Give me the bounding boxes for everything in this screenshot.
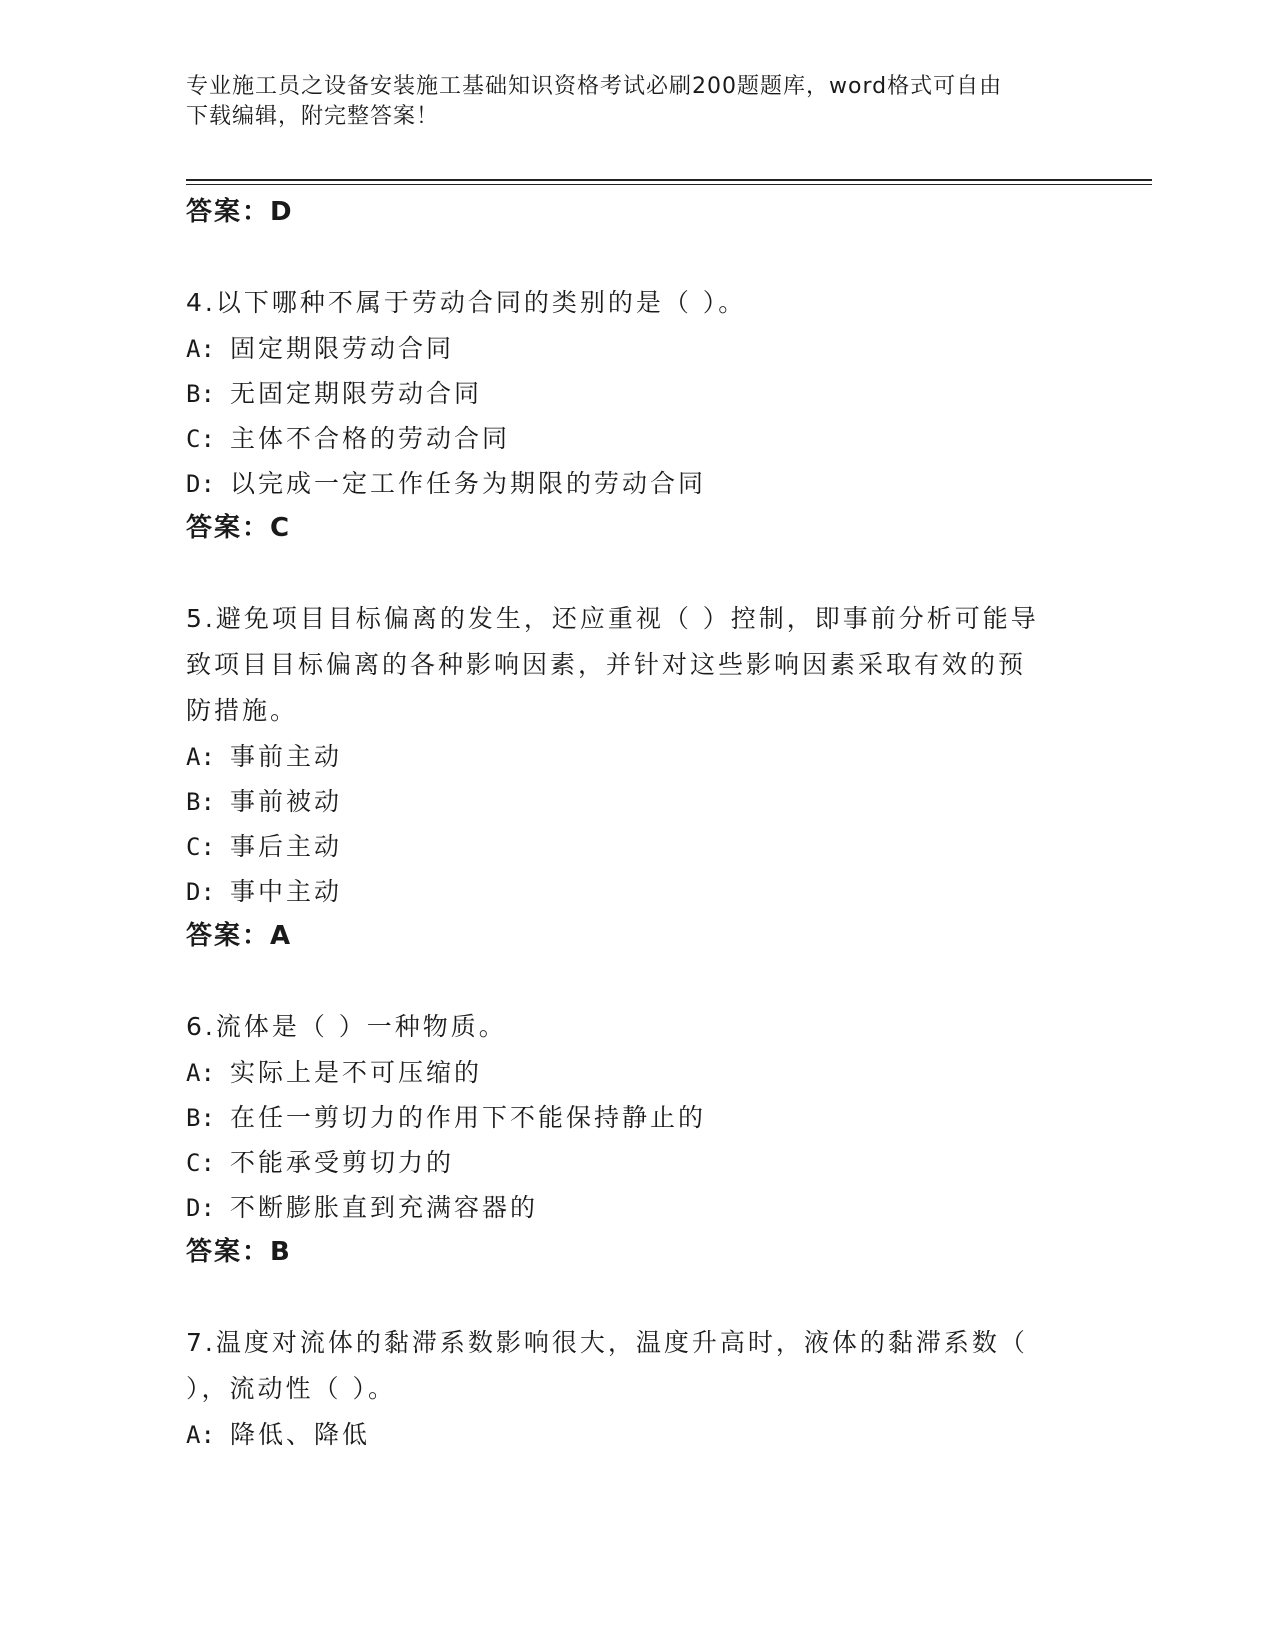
header-rule-thin	[186, 184, 1152, 185]
option-item	[186, 416, 1086, 461]
option-text: 以完成一定工作任务为期限的劳动合同	[230, 469, 707, 498]
option-text: 在任一剪切力的作用下不能保持静止的	[230, 1103, 707, 1132]
question-text: 致项目目标偏离的各种影响因素，并针对这些影响因素采取有效的预	[186, 650, 1027, 679]
option-letter: D:	[186, 470, 215, 498]
option-item	[186, 1185, 1086, 1230]
option-letter: C:	[186, 425, 215, 453]
option-item	[186, 1412, 1086, 1457]
question-text: 6.流体是（ ）一种物质。	[186, 1012, 507, 1041]
option-text: 事前被动	[230, 787, 343, 816]
option-text: 事后主动	[230, 832, 343, 861]
option-letter: A:	[186, 335, 215, 363]
option-letter: C:	[186, 833, 215, 861]
answer-line: 答案：B	[186, 1237, 292, 1267]
option-item	[186, 1140, 1086, 1185]
option-letter: A:	[186, 1421, 215, 1449]
question-text: 防措施。	[186, 696, 299, 725]
option-text: 无固定期限劳动合同	[230, 379, 483, 408]
question-text: 5.避免项目目标偏离的发生，还应重视（ ）控制，即事前分析可能导	[186, 604, 1039, 633]
option-text: 事前主动	[230, 742, 343, 771]
option-item	[186, 734, 1086, 779]
header-rule-thick	[186, 179, 1152, 181]
answer-line: 答案：C	[186, 513, 292, 543]
option-text: 固定期限劳动合同	[230, 334, 455, 363]
question-text: 7.温度对流体的黏滞系数影响很大，温度升高时，液体的黏滞系数（	[186, 1328, 1028, 1357]
question-text: ），流动性（ ）。	[186, 1374, 396, 1403]
option-letter: B:	[186, 788, 215, 816]
question-item	[186, 1004, 1086, 1274]
option-text: 不能承受剪切力的	[230, 1148, 455, 1177]
option-item	[186, 1050, 1086, 1095]
option-letter: D:	[186, 878, 215, 906]
question-list	[186, 190, 1086, 1457]
option-letter: B:	[186, 380, 215, 408]
question-item	[186, 596, 1086, 958]
option-letter: A:	[186, 1059, 215, 1087]
question-item	[186, 280, 1086, 550]
option-item	[186, 371, 1086, 416]
option-item	[186, 1095, 1086, 1140]
option-item	[186, 326, 1086, 371]
option-text: 实际上是不可压缩的	[230, 1058, 483, 1087]
header-line-1: 专业施工员之设备安装施工基础知识资格考试必刷200题题库，word格式可自由	[186, 74, 1003, 99]
option-letter: A:	[186, 743, 215, 771]
option-text: 降低、降低	[230, 1420, 371, 1449]
option-text: 事中主动	[230, 877, 343, 906]
answer-line: 答案：D	[186, 197, 294, 227]
document-header	[186, 72, 1086, 132]
question-item	[186, 1320, 1086, 1457]
header-line-2: 下载编辑，附完整答案！	[186, 104, 440, 129]
option-text: 主体不合格的劳动合同	[230, 424, 511, 453]
option-item	[186, 824, 1086, 869]
answer-line: 答案：A	[186, 921, 293, 951]
option-item	[186, 461, 1086, 506]
option-letter: B:	[186, 1104, 215, 1132]
option-item	[186, 869, 1086, 914]
option-letter: D:	[186, 1194, 215, 1222]
option-letter: C:	[186, 1149, 215, 1177]
option-item	[186, 779, 1086, 824]
question-text: 4.以下哪种不属于劳动合同的类别的是（ ）。	[186, 288, 747, 317]
option-text: 不断膨胀直到充满容器的	[230, 1193, 539, 1222]
